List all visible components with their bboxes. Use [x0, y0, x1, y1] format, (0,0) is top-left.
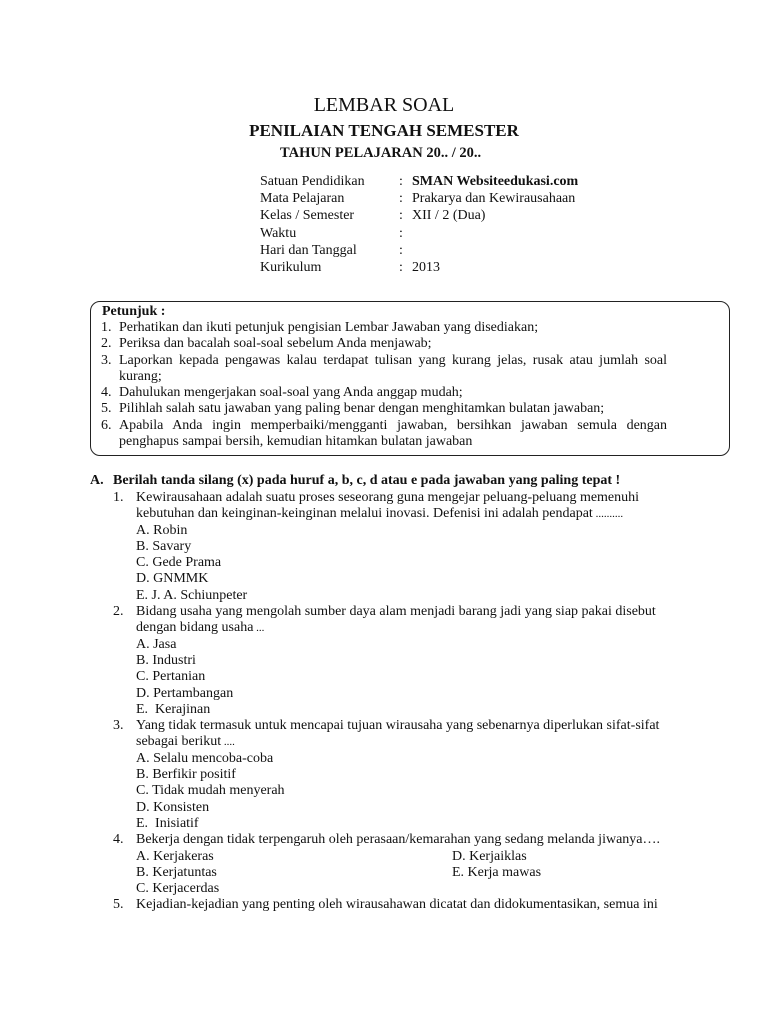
answer-option: A. Jasa [136, 636, 177, 652]
info-value: SMAN Websiteedukasi.com [412, 174, 579, 189]
info-colon: : [399, 191, 403, 207]
question-number: 1. [113, 490, 124, 505]
instruction-text: Apabila Anda ingin memperbaiki/mengganti jawaban, bersihkan jawaban semula dengan penghapus sampai bersih, kemudian hitamkan bulatan jawaban [119, 417, 667, 450]
question-item [113, 832, 673, 897]
answer-option: E. Kerajinan [136, 701, 211, 717]
question-item [113, 897, 673, 913]
instruction-text: Perhatikan dan ikuti petunjuk pengisian Lembar Jawaban yang disediakan; [119, 320, 539, 335]
instruction-item [101, 320, 667, 336]
info-colon: : [399, 174, 403, 189]
exam-info-table [260, 173, 578, 276]
question-number: 5. [113, 897, 124, 913]
instructions-box [90, 301, 730, 456]
question-number: 2. [113, 604, 124, 620]
answer-options-grid [136, 849, 673, 898]
question-dots: .... [221, 736, 235, 749]
instruction-text: Laporkan kepada pengawas kalau terdapat tulisan yang kurang jelas, rusak atau jumlah soal kurang; [119, 352, 667, 384]
answer-option: A. Kerjakeras [136, 848, 214, 864]
instruction-item [101, 401, 667, 417]
question-item [113, 604, 673, 718]
answer-option: C. Tidak mudah menyerah [136, 783, 285, 799]
answer-option: E. Inisiatif [136, 815, 199, 831]
answer-option: A. Selalu mencoba-coba [136, 750, 274, 766]
info-row-school [260, 173, 578, 190]
info-label: Mata Pelajaran [260, 191, 345, 207]
info-value: Prakarya dan Kewirausahaan [412, 191, 576, 207]
answer-option: E. J. A. Schiunpeter [136, 587, 248, 603]
instruction-item [101, 336, 667, 352]
info-value: XII / 2 (Dua) [412, 208, 486, 224]
info-label: Satuan Pendidikan [260, 174, 365, 189]
answer-option: E. Kerja mawas [452, 864, 542, 880]
question-body [136, 832, 673, 897]
info-row-date [260, 242, 578, 259]
question-stem: Kewirausahaan adalah suatu proses seseorang guna mengejar peluang-peluang memenuhi kebutuhan dan keinginan-keinginan melalui inovasi. Defenisi ini adalah pendapat [136, 490, 640, 522]
question-text [136, 832, 673, 848]
instruction-number: 1. [101, 320, 112, 335]
question-dots: .......... [592, 508, 624, 521]
info-colon: : [399, 242, 403, 258]
info-row-class [260, 207, 578, 224]
answer-option: B. Savary [136, 538, 192, 554]
info-label: Kelas / Semester [260, 208, 355, 224]
question-stem: Kejadian-kejadian yang penting oleh wirausahawan dicatat dan didokumentasikan, semua ini [136, 897, 658, 913]
question-body [136, 604, 673, 718]
instruction-text: Periksa dan bacalah soal-soal sebelum Anda menjawab; [119, 336, 432, 352]
instruction-item [101, 353, 667, 386]
question-item [113, 490, 673, 604]
question-body [136, 897, 673, 913]
page-subtitle: PENILAIAN TENGAH SEMESTER [249, 121, 519, 140]
section-instruction: Berilah tanda silang (x) pada huruf a, b, c, d atau e pada jawaban yang paling tepat ! [113, 473, 621, 488]
instruction-number: 6. [101, 417, 112, 433]
section-label: A. [90, 473, 104, 488]
question-item [113, 718, 673, 832]
info-colon: : [399, 208, 403, 224]
info-label: Hari dan Tanggal [260, 242, 357, 258]
instruction-item [101, 418, 667, 451]
question-stem: Bekerja dengan tidak terpengaruh oleh perasaan/kemarahan yang sedang melanda jiwanya…. [136, 832, 661, 848]
instructions-list [101, 320, 667, 450]
section-heading [90, 473, 620, 489]
info-label: Waktu [260, 225, 297, 241]
answer-option: D. GNMMK [136, 571, 209, 587]
answer-option: A. Robin [136, 522, 188, 538]
page-title: LEMBAR SOAL [313, 94, 455, 116]
answer-option: B. Industri [136, 652, 196, 668]
answer-option: D. Konsisten [136, 799, 210, 815]
instruction-item [101, 385, 667, 401]
instruction-text: Dahulukan mengerjakan soal-soal yang Anda anggap mudah; [119, 385, 463, 401]
question-stem: Bidang usaha yang mengolah sumber daya alam menjadi barang jadi yang siap pakai disebut dengan bidang usaha [136, 604, 656, 636]
answer-option: C. Pertanian [136, 669, 206, 685]
question-number: 4. [113, 832, 124, 848]
info-value: 2013 [412, 259, 440, 275]
instructions-title: Petunjuk : [102, 304, 166, 319]
question-body [136, 490, 673, 604]
question-body [136, 718, 673, 832]
info-colon: : [399, 259, 403, 275]
answer-option: C. Kerjacerdas [136, 881, 220, 897]
instruction-number: 5. [101, 401, 112, 417]
question-list [113, 490, 673, 914]
question-text [136, 718, 673, 751]
answer-option: B. Kerjatuntas [136, 864, 217, 880]
info-row-time [260, 225, 578, 242]
question-text [136, 897, 673, 913]
answer-option: B. Berfikir positif [136, 767, 236, 783]
info-colon: : [399, 225, 403, 241]
info-row-subject [260, 190, 578, 207]
instruction-number: 4. [101, 385, 112, 401]
info-label: Kurikulum [260, 259, 322, 275]
question-number: 3. [113, 718, 124, 734]
instruction-number: 3. [101, 352, 112, 368]
academic-year: TAHUN PELAJARAN 20.. / 20.. [280, 145, 482, 161]
question-text [136, 490, 673, 523]
question-text [136, 604, 673, 637]
question-dots: ... [253, 622, 265, 635]
answer-option: D. Kerjaiklas [452, 848, 527, 864]
instruction-text: Pilihlah salah satu jawaban yang paling benar dengan menghitamkan bulatan jawaban; [119, 401, 605, 417]
answer-option: D. Pertambangan [136, 685, 234, 701]
info-row-curriculum [260, 259, 578, 276]
question-stem: Yang tidak termasuk untuk mencapai tujuan wirausaha yang sebenarnya diperlukan sifat-sifat sebagai berikut [136, 718, 660, 750]
answer-option: C. Gede Prama [136, 555, 222, 571]
instruction-number: 2. [101, 336, 112, 352]
